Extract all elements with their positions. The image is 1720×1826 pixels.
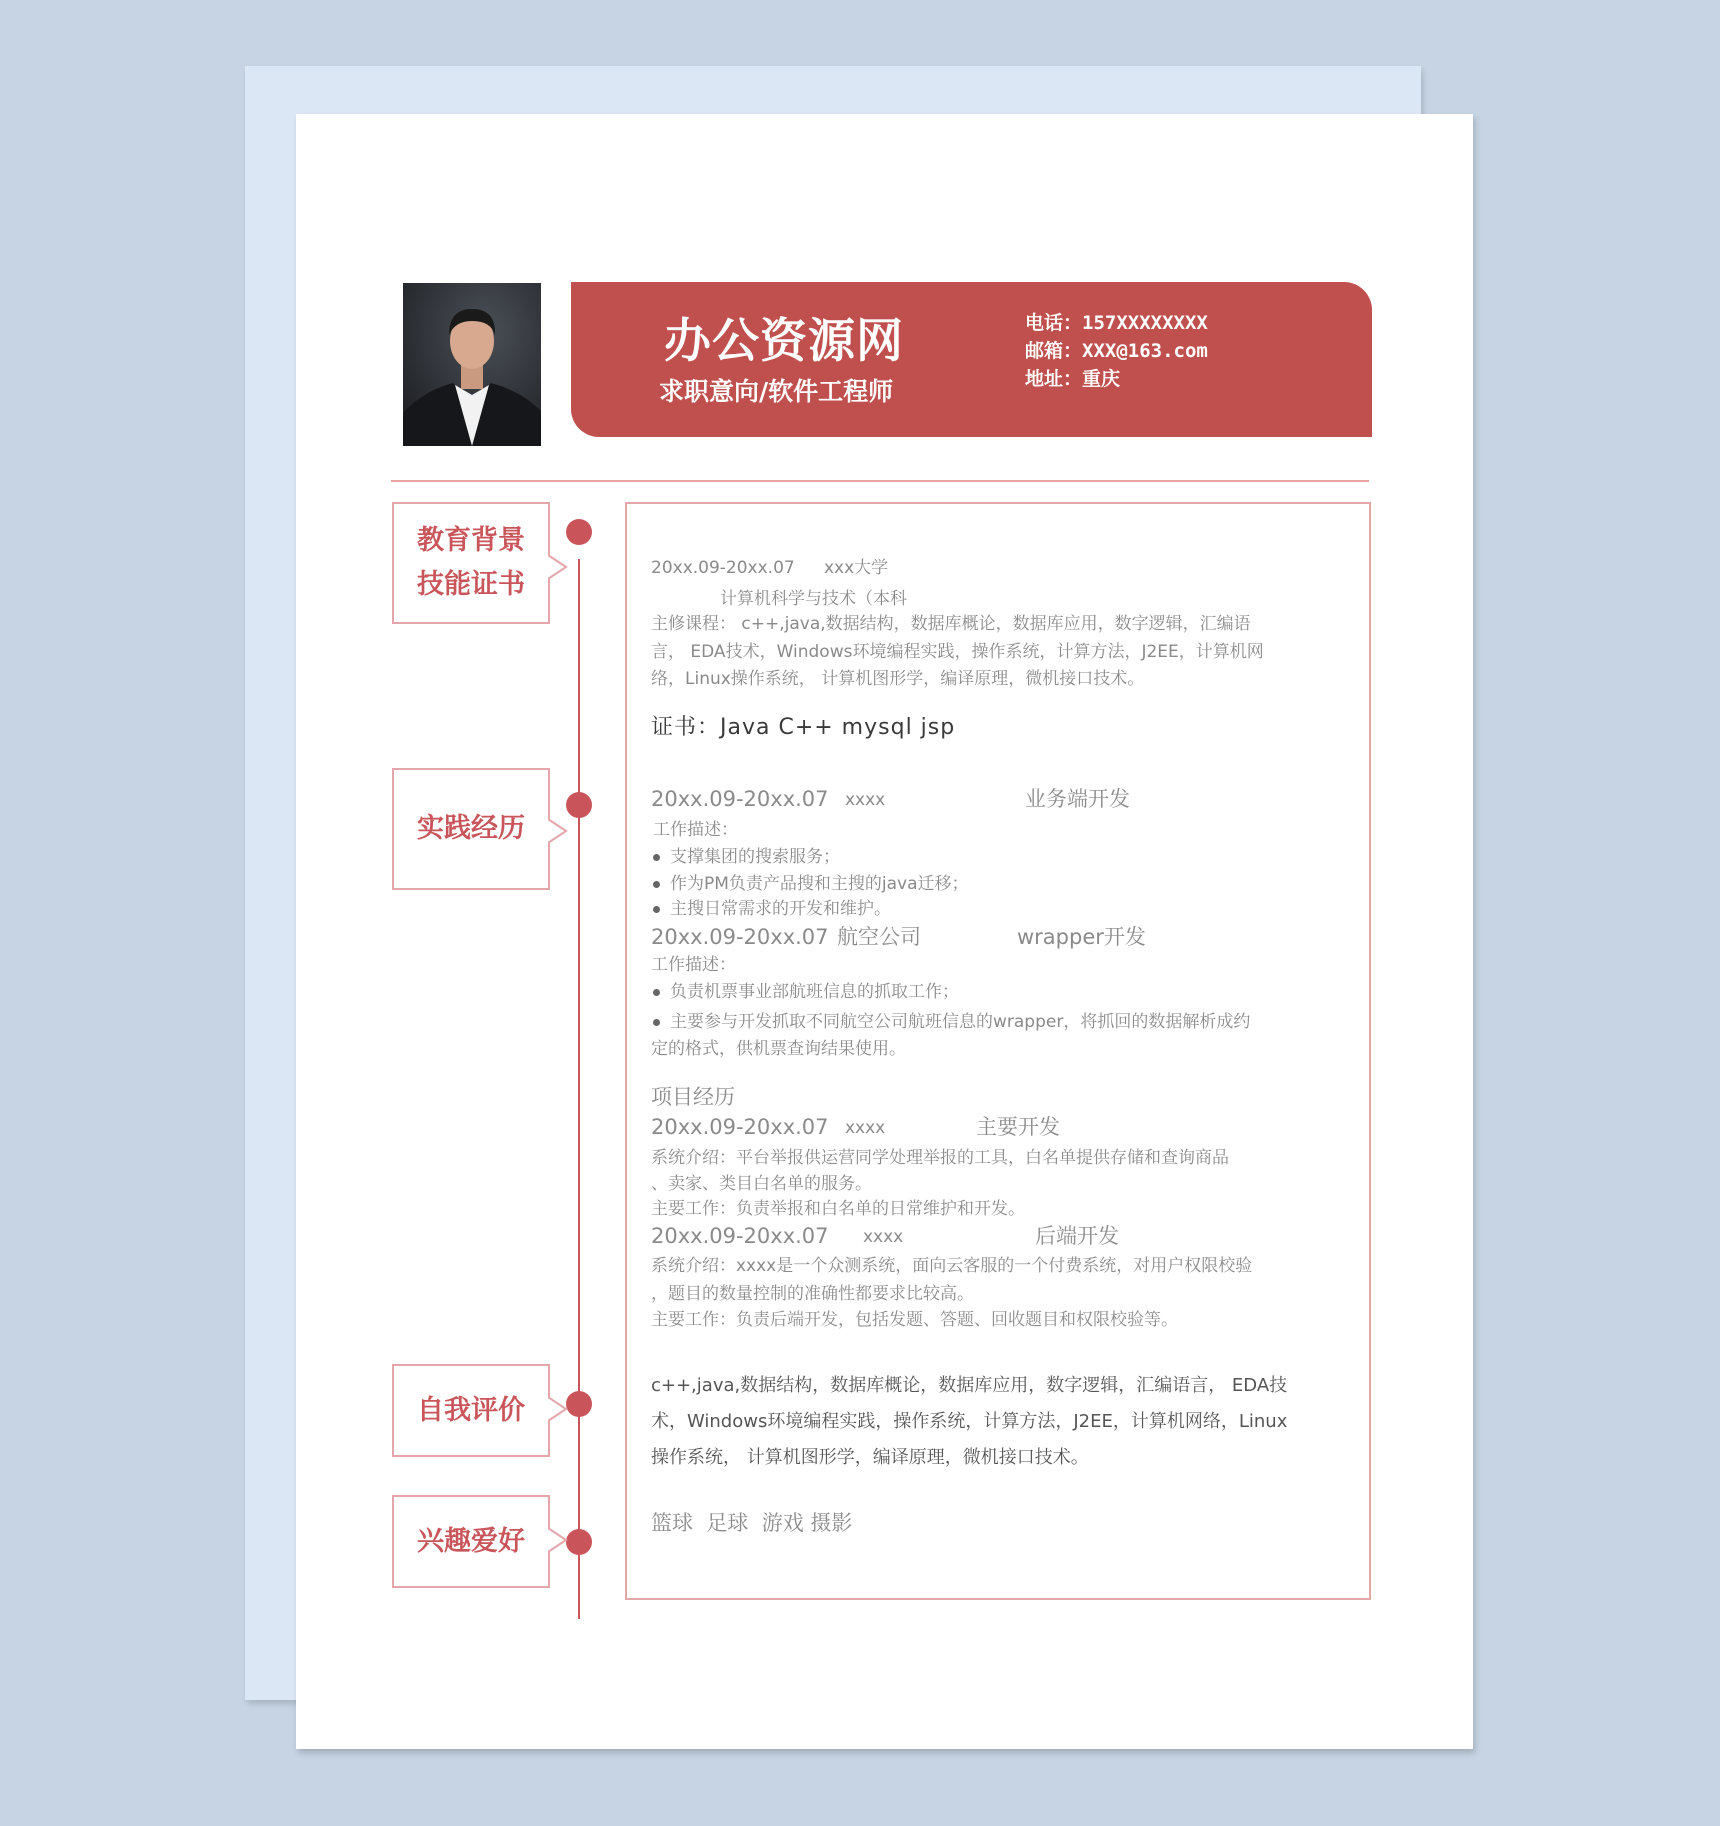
job-bullet: 主要参与开发抓取不同航空公司航班信息的wrapper，将抓回的数据解析成约: [653, 1007, 1250, 1037]
job-desc-label: 工作描述：: [653, 820, 738, 840]
candidate-name: 办公资源网: [664, 314, 904, 369]
section-label-text: 技能证书: [417, 569, 525, 600]
project-date: 20xx.09-20xx.07: [651, 1115, 829, 1139]
section-label-text: 实践经历: [417, 813, 525, 844]
address: 地址：重庆: [1025, 368, 1121, 390]
project-line: 系统介绍：平台举报供运营同学处理举报的工具，白名单提供存储和查询商品: [651, 1148, 1229, 1168]
self-eval-line: 术，Windows环境编程实践，操作系统，计算方法，J2EE，计算机网络，Linux: [651, 1411, 1288, 1432]
timeline-dot: [566, 1391, 592, 1417]
job-bullet: 作为PM负责产品搜和主搜的java迁移；: [653, 869, 969, 899]
timeline-dot: [566, 1529, 592, 1555]
edu-date: 20xx.09-20xx.07: [651, 558, 795, 578]
project-role: 后端开发: [1035, 1224, 1119, 1248]
section-label-practice: [392, 768, 550, 890]
job-role: 业务端开发: [1025, 787, 1130, 811]
project-line: ，题目的数量控制的准确性都要求比较高。: [651, 1284, 974, 1304]
job-role: wrapper开发: [1017, 925, 1146, 949]
projects-title: 项目经历: [651, 1085, 735, 1109]
job-desc-label: 工作描述：: [651, 955, 736, 975]
project-company: xxxx: [845, 1118, 886, 1138]
self-eval-line: c++,java,数据结构，数据库概论，数据库应用，数字逻辑，汇编语言， EDA技: [651, 1375, 1288, 1396]
project-company: xxxx: [863, 1227, 904, 1247]
divider: [391, 480, 1369, 482]
project-role: 主要开发: [976, 1115, 1060, 1139]
timeline-line: [578, 559, 580, 1619]
job-bullet: 负责机票事业部航班信息的抓取工作；: [653, 977, 959, 1007]
edu-school: xxx大学: [824, 558, 889, 578]
job-bullet: 主搜日常需求的开发和维护。: [653, 894, 891, 924]
section-label-text: 兴趣爱好: [417, 1525, 525, 1557]
job-company: 航空公司: [837, 925, 921, 949]
self-eval-line: 操作系统， 计算机图形学，编译原理，微机接口技术。: [651, 1447, 1089, 1468]
project-line: 主要工作：负责举报和白名单的日常维护和开发。: [651, 1199, 1025, 1219]
section-label-text: 教育背景: [417, 525, 525, 556]
hobbies-list: 篮球 足球 游戏 摄影: [651, 1511, 853, 1535]
project-line: 、卖家、类目白名单的服务。: [651, 1174, 872, 1194]
section-label-education: [392, 502, 550, 624]
header-banner: [571, 282, 1372, 437]
certificates: 证书：Java C++ mysql jsp: [651, 715, 956, 740]
project-date: 20xx.09-20xx.07: [651, 1224, 829, 1248]
section-label-hobbies: [392, 1495, 550, 1588]
section-label-self-eval: [392, 1364, 550, 1457]
project-line: 系统介绍：xxxx是一个众测系统，面向云客服的一个付费系统，对用户权限校验: [651, 1256, 1253, 1276]
profile-photo: [403, 283, 541, 446]
email: 邮箱：XXX@163.com: [1025, 340, 1208, 362]
job-intent: 求职意向/软件工程师: [659, 377, 894, 406]
job-date: 20xx.09-20xx.07: [651, 925, 829, 949]
job-bullet-continuation: 定的格式，供机票查询结果使用。: [651, 1039, 906, 1059]
project-line: 主要工作：负责后端开发，包括发题、答题、回收题目和权限校验等。: [651, 1310, 1178, 1330]
edu-major: 计算机科学与技术（本科: [720, 589, 907, 609]
job-company: xxxx: [845, 790, 886, 810]
edu-courses: 主修课程： c++,java,数据结构，数据库概论，数据库应用，数字逻辑，汇编语: [651, 614, 1251, 634]
phone: 电话：157XXXXXXXX: [1025, 312, 1208, 334]
timeline-dot: [566, 519, 592, 545]
section-label-text: 自我评价: [417, 1394, 525, 1426]
edu-courses: 络，Linux操作系统， 计算机图形学，编译原理，微机接口技术。: [651, 669, 1145, 689]
job-bullet: 支撑集团的搜索服务；: [653, 842, 840, 872]
edu-courses: 言， EDA技术，Windows环境编程实践，操作系统，计算方法，J2EE，计算机网: [651, 642, 1264, 662]
job-date: 20xx.09-20xx.07: [651, 787, 829, 811]
timeline-dot: [566, 792, 592, 818]
